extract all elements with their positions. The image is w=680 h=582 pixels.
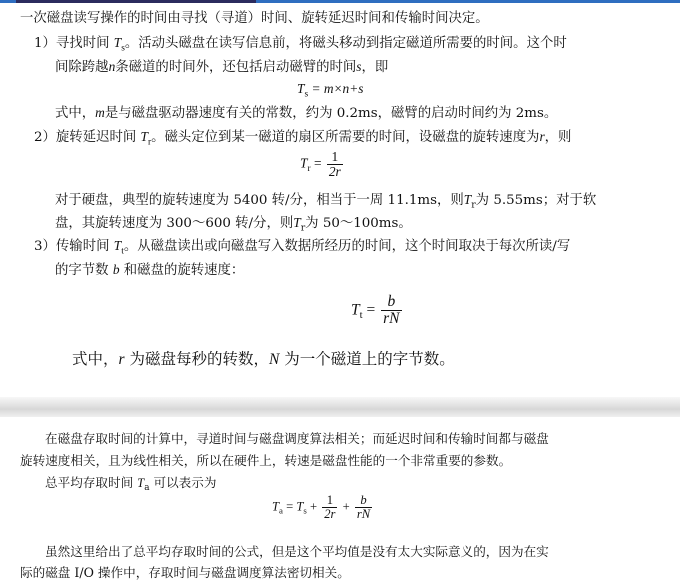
lower-p1-line1: 在磁盘存取时间的计算中，寻道时间与磁盘调度算法相关；而延迟时间和传输时间都与磁盘 [45, 431, 549, 446]
transfer-fraction: $\frac{b}{rN}$ [383, 293, 400, 328]
rotation-line-2: 盘，其旋转速度为 300～600 转/分，则$T_r$为 50～100ms。 [55, 215, 412, 234]
seek-title: 1）寻找时间 [34, 36, 110, 51]
seek-desc: 。活动头磁盘在读写信息前，将磁头移动到指定磁道所需要的时间。这个时 [124, 36, 567, 51]
seek-symbol: $T_s$ [113, 35, 125, 54]
rotation-formula: $T_r$ = $\frac{1}{2r}$ [300, 149, 341, 180]
lower-p1-line2: 旋转速度相关，且为线性相关，所以在硬件上，转速是磁盘性能的一个非常重要的参数。 [20, 453, 512, 468]
top-band-dark-segment [16, 0, 256, 3]
seek-line-2: 间除跨越n条磁道的时间外，还包括启动磁臂的时间s，即 [55, 59, 389, 75]
transfer-where-line: 式中，r 为磁盘每秒的转数，N 为一个磁道上的字节数。 [72, 350, 455, 368]
lower-p3-line1: 虽然这里给出了总平均存取时间的公式，但是这个平均值是没有太大实际意义的，因为在实 [45, 544, 549, 559]
section-divider [0, 397, 680, 417]
total-fraction-2: $\frac{b}{rN}$ [356, 493, 371, 522]
transfer-line-2: 的字节数 b 和磁盘的旋转速度： [55, 262, 245, 278]
total-fraction-1: $\frac{1}{2r}$ [324, 493, 336, 522]
seek-time-heading-line [34, 34, 567, 57]
transfer-symbol: $T_t$ [113, 238, 124, 257]
transfer-title: 3）传输时间 [34, 239, 110, 254]
top-color-band [0, 0, 680, 3]
rotation-title: 2）旋转延迟时间 [34, 130, 137, 145]
rotation-heading-line: 2）旋转延迟时间 $T_r$。磁头定位到某一磁道的扇区所需要的时间，设磁盘的旋转速度为r，则 [34, 129, 572, 148]
rotation-symbol: $T_r$ [140, 129, 152, 148]
total-access-formula: $T_a = T_s$ + $\frac{1}{2r}$ + $\frac{b}{rN}$ [272, 493, 371, 522]
seek-formula: $T_s = m\times n+s$ [297, 81, 364, 100]
lower-p2-line: 总平均存取时间 $T_a$ 可以表示为 [45, 475, 217, 494]
rotation-line-1: 对于硬盘，典型的旋转速度为 5400 转/分，相当于一周 11.1ms，则$T_r$为 5.55ms；对于软 [55, 192, 597, 211]
rotation-fraction: $\frac{1}{2r}$ [328, 149, 341, 180]
transfer-heading-line: 3）传输时间 $T_t$。从磁盘读出或向磁盘写入数据所经历的时间，这个时间取决于每次所读/写 [34, 238, 571, 257]
lower-p3-line2: 际的磁盘 I/O 操作中，存取时间与磁盘调度算法密切相关。 [20, 565, 350, 580]
transfer-formula: $T_t$ = $\frac{b}{rN}$ [351, 293, 400, 328]
intro-line: 一次磁盘读写操作的时间由寻找（寻道）时间、旋转延迟时间和传输时间决定。 [20, 11, 489, 26]
seek-where-line: 式中，m是与磁盘驱动器速度有关的常数，约为 0.2ms，磁臂的启动时间约为 2ms。 [55, 105, 558, 121]
